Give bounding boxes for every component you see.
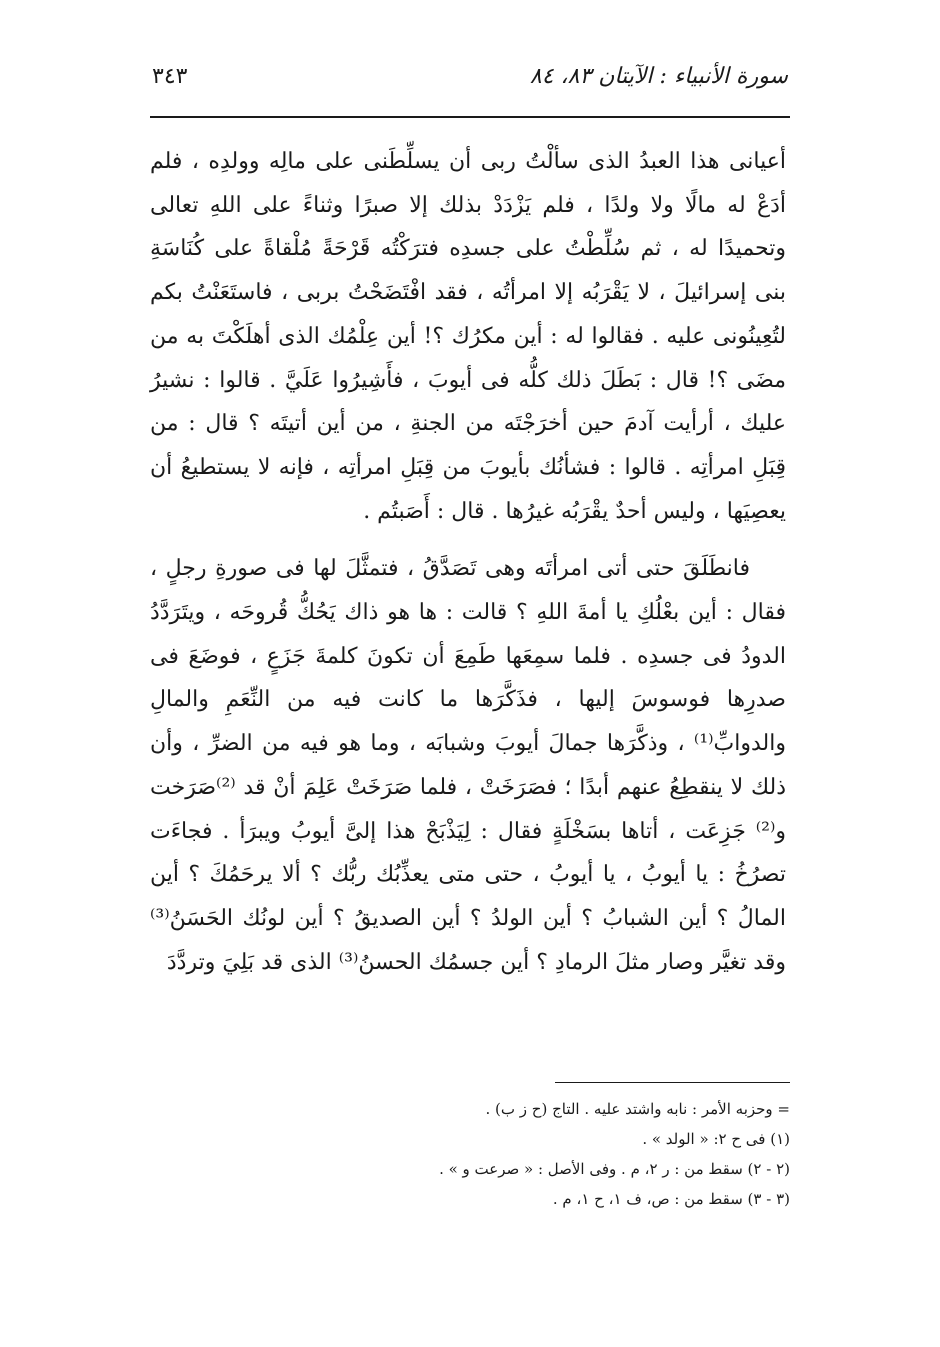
page-header (152, 64, 788, 108)
main-text (150, 140, 786, 984)
paragraph-1: أعيانى هذا العبدُ الذى سألْتُ ربى أن يسلِّطَنى على مالِه وولدِه ، فلم أدَعْ له مالًا ولا ولدًا ، فلم يَزْدَدْ بذلك إلا صبرًا وثناءً على اللهِ تعالى وتحميدًا له ، ثم سُلِّطْتُ على جسدِه فترَكْتُه قَرْحَةً مُلْقاةً على كُنَاسَةِ بنى إسرائيلَ ، لا يَقْرَبُه إلا امرأتُه ، فقد افْتَضَحْتُ بربى ، فاستَعَنْتُ بكم لتُعِينُونى عليه . فقالوا له : أين مكرُك ؟! أين عِلْمُك الذى أهلَكْتَ به من مضَى ؟! قال : بَطَلَ ذلك كلُّه فى أيوبَ ، فأَشِيرُوا عَلَيَّ . قالوا : نشيرُ عليك ، أرأيت آدمَ حين أخرَجْتَه من الجنةِ ، من أين أتيتَه ؟ قال : من قِبَلِ امرأتِه . قالوا : فشأنُك بأيوبَ من قِبَلِ امرأتِه ، فإنه لا يستطيعُ أن يعصِيَها ، وليس أحدٌ يقْرَبُه غيرُها . قال : أَصَبتُم . (150, 149, 786, 524)
footnote-3: (٣ - ٣) سقط من : ص، ف ١، ح ١، م . (552, 1190, 790, 1208)
footnotes (150, 1094, 790, 1214)
footnote-2: (٢ - ٢) سقط من : ر ٢، م . وفى الأصل : « صرعت و » . (439, 1160, 790, 1178)
footnote-continuation: = وحزبه الأمر : نابه واشتد عليه . التاج (ح ز ب) . (485, 1100, 790, 1118)
header-divider (150, 116, 790, 118)
running-title: سورة الأنبياء : الآيتان ٨٣، ٨٤ (529, 64, 788, 89)
footnote-divider (555, 1082, 790, 1083)
page-number: ٣٤٣ (152, 64, 188, 89)
paragraph-2: فانطَلَقَ حتى أتى امرأتَه وهى تَصَدَّقُ ، فتمثَّلَ لها فى صورةِ رجلٍ ، فقال : أين بعْلُكِ يا أمةَ اللهِ ؟ قالت : ها هو ذاك يَحُكُّ قُروحَه ، ويتَرَدَّدُ الدودُ فى جسدِه . فلما سمِعَها طَمِعَ أن تكونَ كلمةَ جَزَعٍ ، فوضَعَ فى صدرِها فوسوسَ إليها ، فذَكَّرَها ما كانت فيه من النِّعَمِ والمالِ والدوابِّ⁽¹⁾ ، وذكَّرَها جمالَ أيوبَ وشبابَه ، وما هو فيه من الضرِّ ، وأن ذلك لا ينقطِعُ عنهم أبدًا ؛ فصَرَخَتْ ، فلما صَرَخَتْ عَلِمَ أنْ قد ⁽²⁾صَرَخت و⁽²⁾ جَزِعَت ، أتاها بسَخْلَةٍ فقال : لِيَذْبَحْ هذا إلىَّ أيوبُ ويبرَأ . فجاءَت تصرُخُ : يا أيوبُ ، يا أيوبُ ، حتى متى يعذِّبُك ربُّك ؟ ألا يرحَمُكَ ؟ أين المالُ ؟ أين الشبابُ ؟ أين الولدُ ؟ أين الصديقُ ؟ أين لونُك الحَسَنُ⁽³⁾ وقد تغيَّر وصار مثلَ الرمادِ ؟ أين جسمُك الحسنُ⁽³⁾ الذى قد بَلِيَ وتردَّدَ (150, 556, 786, 975)
footnote-1: (١) فى ح ٢: « الولد » . (642, 1130, 790, 1148)
